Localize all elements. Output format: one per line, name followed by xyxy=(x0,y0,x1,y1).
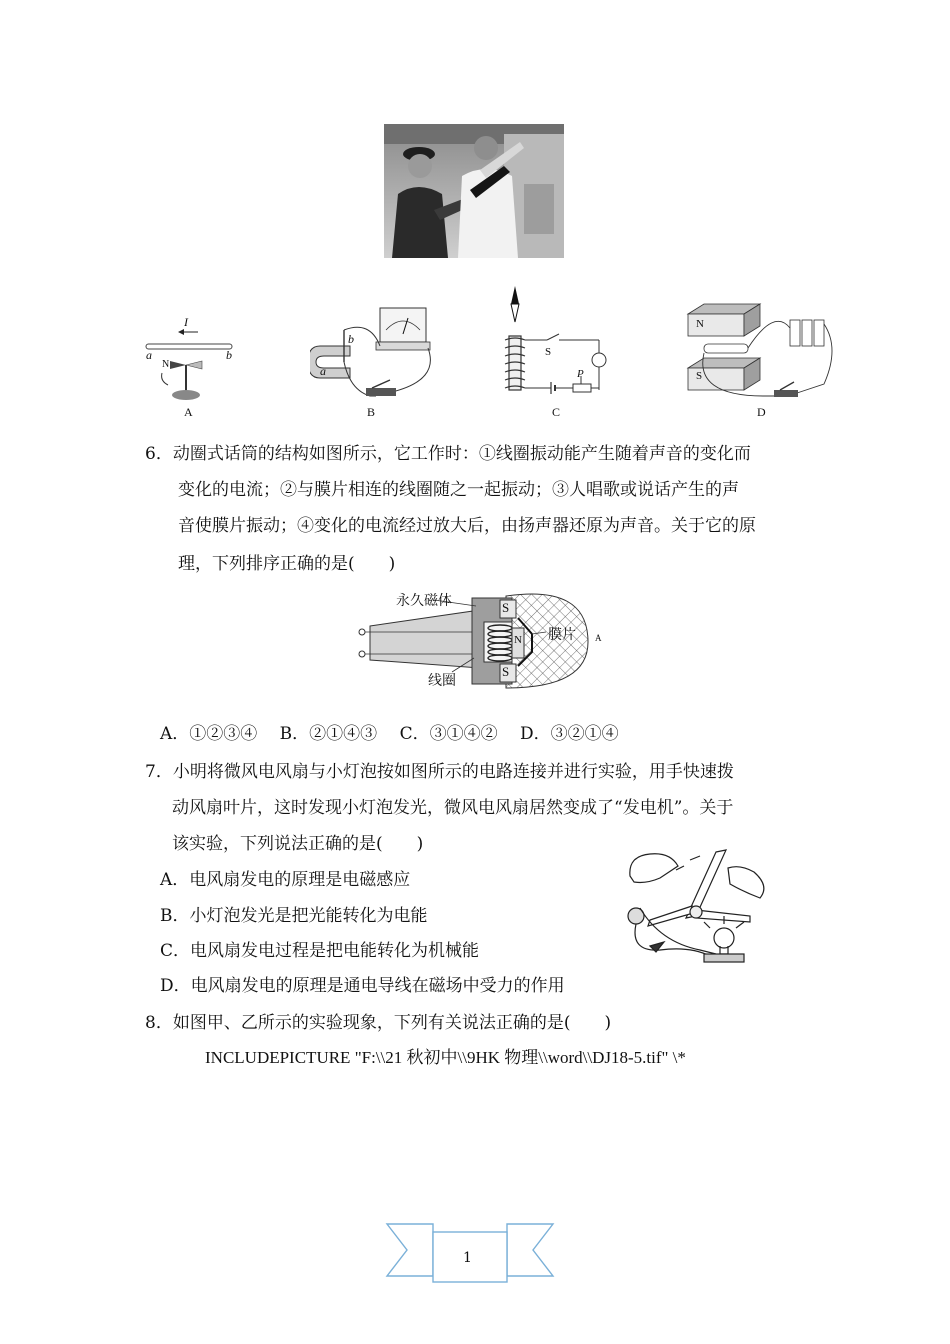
q6-line-3: 音使膜片振动；④变化的电流经过放大后，由扬声器还原为声音。关于它的原 xyxy=(178,516,756,536)
figure-d-s-label: S xyxy=(696,370,703,382)
figure-a-wire-needle xyxy=(140,315,240,405)
q6-options: A．①②③④ B．②①④③ C．③①④② D．③②①④ xyxy=(160,724,619,744)
figure-c-label: C xyxy=(552,405,561,419)
q7-option-c: C．电风扇发电过程是把电能转化为机械能 xyxy=(160,941,480,961)
q7-line-3: 该实验，下列说法正确的是( ) xyxy=(172,834,424,854)
figure-b-galvanometer xyxy=(310,300,440,405)
q8-line-1: 8．如图甲、乙所示的实验现象，下列有关说法正确的是( ) xyxy=(145,1013,612,1033)
q7-option-a: A．电风扇发电的原理是电磁感应 xyxy=(160,870,411,890)
needle-n-label: N xyxy=(162,359,170,370)
q7-option-b: B．小灯泡发光是把光能转化为电能 xyxy=(160,906,428,926)
q6-line-1: 6．动圈式话筒的结构如图所示，它工作时：①线圈振动能产生随着声音的变化而 xyxy=(145,444,751,464)
magnet-label: 永久磁体 xyxy=(396,593,452,609)
q6-line-2: 变化的电流；②与膜片相连的线圈随之一起振动；③人唱歌或说话产生的声 xyxy=(178,480,739,500)
q8-include-field: INCLUDEPICTURE "F:\\21 秋初中\\9HK 物理\\word\\DJ18-5.tif" \* xyxy=(205,1048,686,1067)
figure-d-n-label: N xyxy=(696,318,704,330)
figure-d-label: D xyxy=(757,405,766,419)
page-number: 1 xyxy=(463,1250,472,1266)
q7-line-1: 7．小明将微风电风扇与小灯泡按如图所示的电路连接并进行实验，用手快速拨 xyxy=(145,762,734,782)
q7-line-2: 动风扇叶片，这时发现小灯泡发光，微风电风扇居然变成了“发电机”。关于 xyxy=(172,798,734,818)
diaphragm-label: 膜片 xyxy=(548,627,576,643)
q7-option-d: D．电风扇发电的原理是通电导线在磁场中受力的作用 xyxy=(160,976,565,996)
microphone-diagram xyxy=(356,588,596,692)
pole-s-bottom-label: S xyxy=(502,664,510,679)
figure-a-label: A xyxy=(184,405,193,419)
figure-d-magnets xyxy=(684,298,840,406)
figure-b-a-label: a xyxy=(320,364,326,378)
page-footer-ribbon xyxy=(385,1218,555,1288)
figure-b-label: B xyxy=(367,405,376,419)
pole-n-label: N xyxy=(514,634,522,646)
figure-c-ammeter-label: A xyxy=(595,633,602,643)
figure-c-switch-label: S xyxy=(545,346,552,358)
security-check-photo xyxy=(384,124,564,258)
wire-end-a-label: a xyxy=(146,348,152,362)
pole-s-top-label: S xyxy=(502,600,510,615)
fan-bulb-diagram xyxy=(620,846,780,976)
wire-end-b-label: b xyxy=(226,348,232,362)
coil-label: 线圈 xyxy=(428,673,456,689)
q6-line-4: 理，下列排序正确的是( ) xyxy=(178,554,396,574)
figure-c-p-label: P xyxy=(577,368,584,380)
wire-current-label: I xyxy=(184,315,188,329)
figure-b-b-label: b xyxy=(348,332,354,346)
